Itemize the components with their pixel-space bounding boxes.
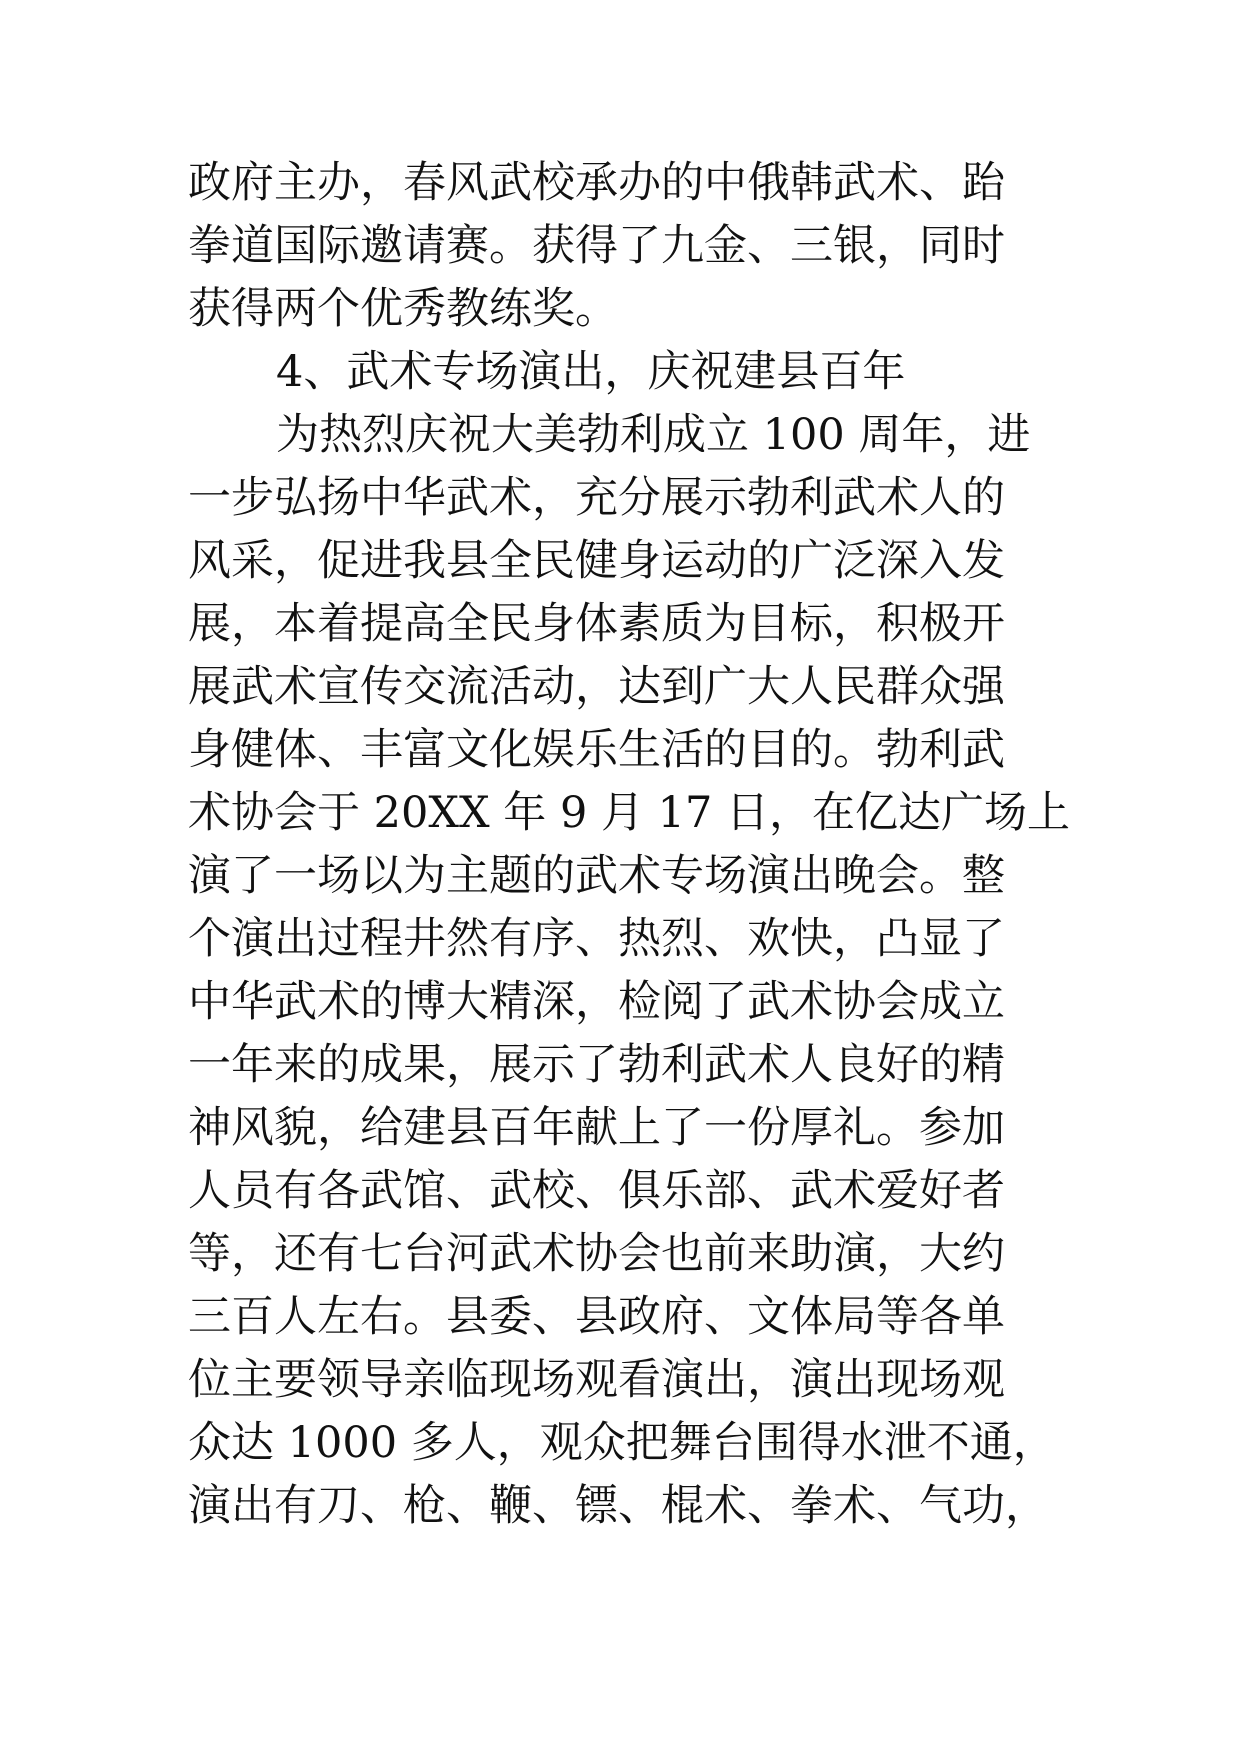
text-line: 演出有刀、枪、鞭、镖、棍术、拳术、气功， xyxy=(188,1481,1048,1531)
text-line: 风采，促进我县全民健身运动的广泛深入发 xyxy=(188,536,1005,586)
section-heading: 4、武术专场演出，庆祝建县百年 xyxy=(276,347,906,397)
text-line: 展，本着提高全民身体素质为目标，积极开 xyxy=(188,599,1005,649)
text-line: 政府主办，春风武校承办的中俄韩武术、跆 xyxy=(188,158,1005,208)
text-line: 三百人左右。县委、县政府、文体局等各单 xyxy=(188,1292,1005,1342)
text-line: 神风貌，给建县百年献上了一份厚礼。参加 xyxy=(188,1103,1005,1153)
body-text xyxy=(188,152,1071,1538)
text-line: 一年来的成果，展示了勃利武术人良好的精 xyxy=(188,1040,1005,1090)
text-line: 获得两个优秀教练奖。 xyxy=(188,284,618,334)
text-line: 拳道国际邀请赛。获得了九金、三银，同时 xyxy=(188,221,1005,271)
text-line: 人员有各武馆、武校、俱乐部、武术爱好者 xyxy=(188,1166,1005,1216)
text-line: 身健体、丰富文化娱乐生活的目的。勃利武 xyxy=(188,725,1005,775)
text-line: 众达 1000 多人，观众把舞台围得水泄不通， xyxy=(188,1418,1056,1468)
text-line: 位主要领导亲临现场观看演出，演出现场观 xyxy=(188,1355,1005,1405)
text-line: 个演出过程井然有序、热烈、欢快，凸显了 xyxy=(188,914,1005,964)
text-line: 展武术宣传交流活动，达到广大人民群众强 xyxy=(188,662,1005,712)
text-line: 演了一场以为主题的武术专场演出晚会。整 xyxy=(188,851,1005,901)
text-line: 中华武术的博大精深，检阅了武术协会成立 xyxy=(188,977,1005,1027)
text-line: 等，还有七台河武术协会也前来助演，大约 xyxy=(188,1229,1005,1279)
text-line: 一步弘扬中华武术，充分展示勃利武术人的 xyxy=(188,473,1005,523)
text-line: 术协会于 20XX 年 9 月 17 日，在亿达广场上 xyxy=(188,788,1071,838)
paragraph-first-line: 为热烈庆祝大美勃利成立 100 周年，进 xyxy=(276,410,1031,460)
